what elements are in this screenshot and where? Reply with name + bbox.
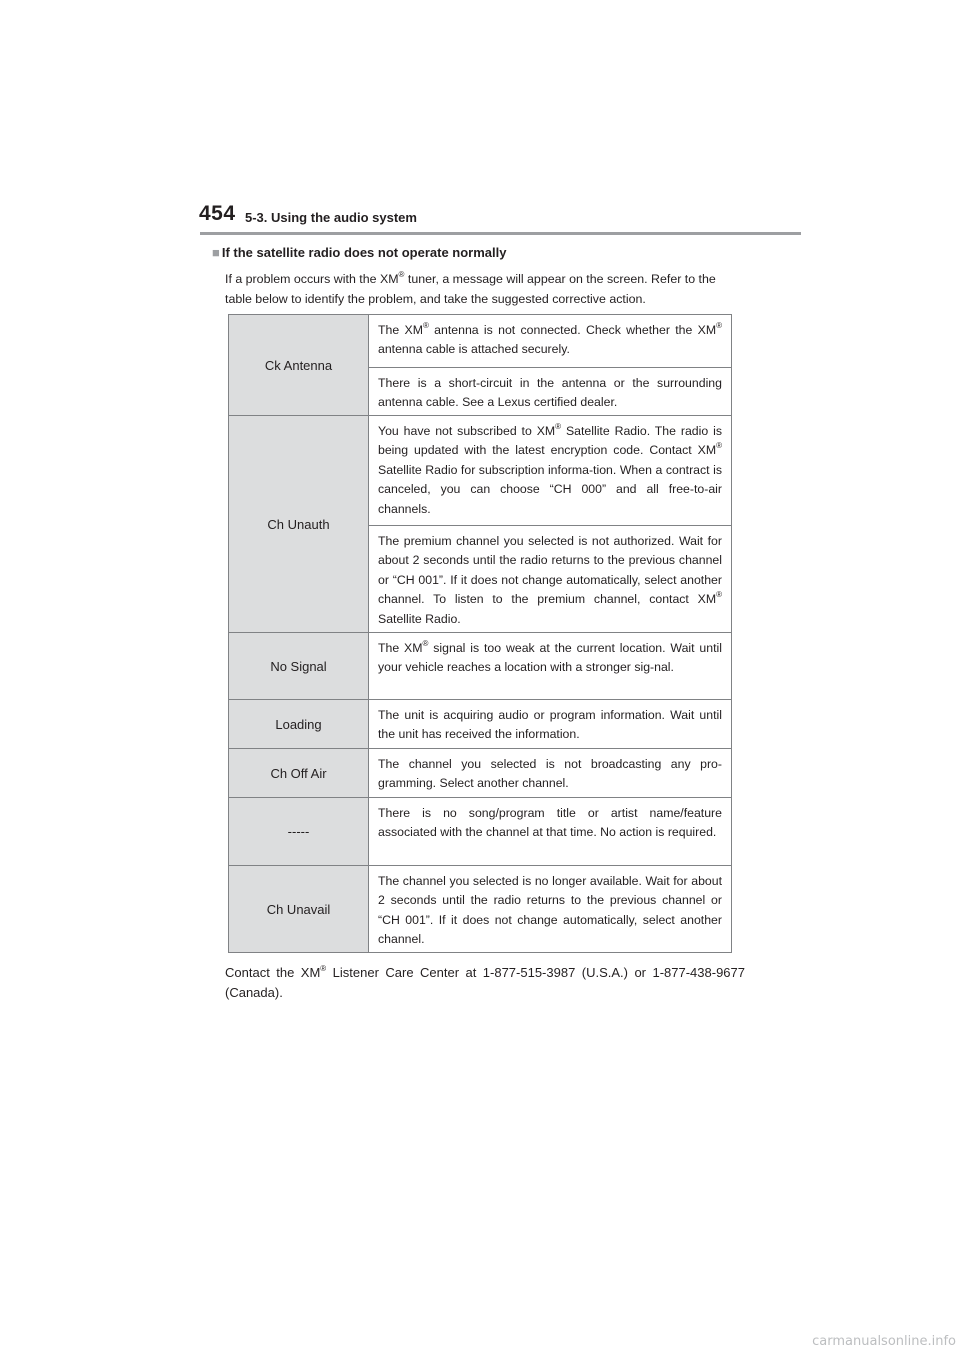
table-row [229,416,732,526]
page-number: 454 [199,202,236,225]
message-code-cell: No Signal [229,633,369,700]
message-code-cell: Ch Unavail [229,866,369,953]
table-row [229,700,732,749]
table-row [229,749,732,798]
message-description-cell: The XM® signal is too weak at the current location. Wait until your vehicle reaches a location with a stronger sig-nal. [369,633,732,700]
message-description-cell: There is a short-circuit in the antenna or the surrounding antenna cable. See a Lexus certified dealer. [369,368,732,416]
message-code-cell: ----- [229,798,369,866]
message-description-cell: There is no song/program title or artist name/feature associated with the channel at that time. No action is required. [369,798,732,866]
section-heading [212,245,506,260]
table-row [229,798,732,866]
message-description-cell: The unit is acquiring audio or program information. Wait until the unit has received the information. [369,700,732,749]
message-code-cell: Ck Antenna [229,315,369,416]
header-rule [200,232,801,235]
message-description-cell: You have not subscribed to XM® Satellite Radio. The radio is being updated with the latest encryption code. Contact XM® Satellite Radio for subscription informa-tion. When a contract is canceled, you can choose “CH 000” and all free-to-air channels. [369,416,732,526]
intro-paragraph: If a problem occurs with the XM® tuner, a message will appear on the screen. Refer to the table below to identify the problem, and take the suggested corrective action. [225,270,716,306]
message-table [228,314,732,953]
table-row [229,866,732,953]
message-description-cell: The premium channel you selected is not authorized. Wait for about 2 seconds until the radio returns to the previous channel or “CH 001”. If it does not change automatically, select another channel. To listen to the premium channel, contact XM® Satellite Radio. [369,526,732,633]
heading-text: If the satellite radio does not operate normally [221,245,507,260]
message-description-cell: The XM® antenna is not connected. Check whether the XM® antenna cable is attached securely. [369,315,732,368]
watermark: carmanualsonline.info [812,1334,956,1349]
message-description-cell: The channel you selected is no longer available. Wait for about 2 seconds until the radio returns to the previous channel or “CH 001”. If it does not change automatically, select another channel. [369,866,732,953]
message-code-cell: Loading [229,700,369,749]
message-table-body [229,315,732,953]
message-description-cell: The channel you selected is not broadcasting any pro-gramming. Select another channel. [369,749,732,798]
section-title: 5-3. Using the audio system [245,210,417,225]
message-code-cell: Ch Unauth [229,416,369,633]
square-bullet-icon: ■ [212,245,220,260]
table-row [229,633,732,700]
message-code-cell: Ch Off Air [229,749,369,798]
table-row [229,315,732,368]
contact-paragraph: Contact the XM® Listener Care Center at 1-877-515-3987 (U.S.A.) or 1-877-438-9677 (Canada). [225,964,745,1000]
